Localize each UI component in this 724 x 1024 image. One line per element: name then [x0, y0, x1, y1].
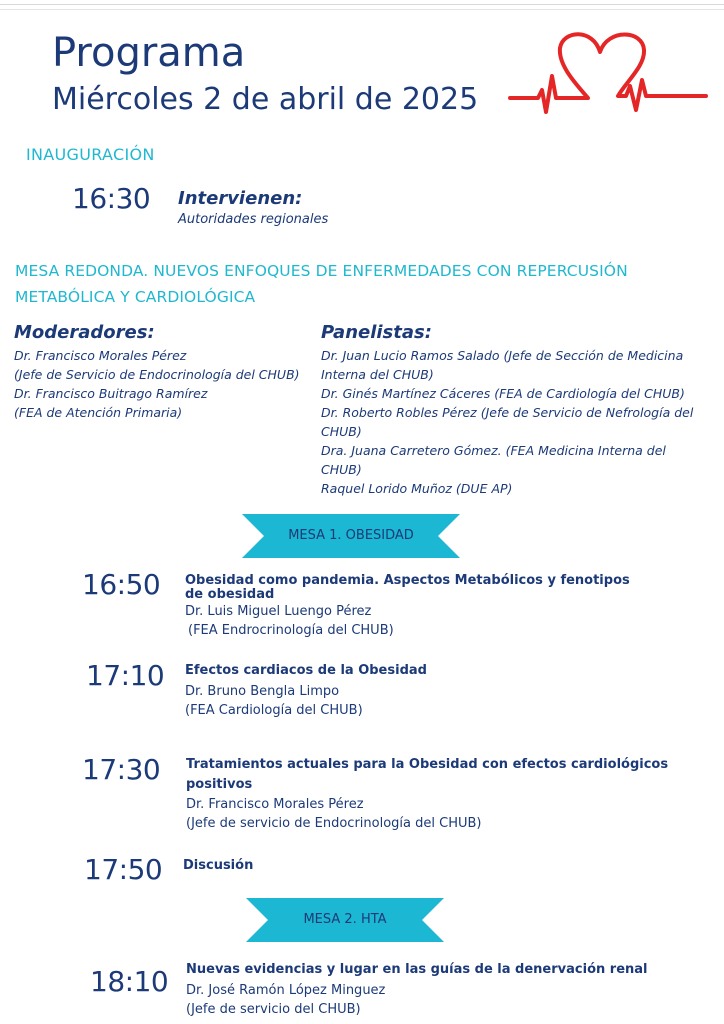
talk-title: Efectos cardiacos de la Obesidad [185, 663, 427, 678]
panelista-line: Raquel Lorido Muñoz (DUE AP) [321, 481, 513, 496]
panelista-line: Dr. Ginés Martínez Cáceres (FEA de Cardiología del CHUB) [321, 386, 685, 401]
mesa-redonda-title-line2: METABÓLICA Y CARDIOLÓGICA [15, 288, 256, 306]
panelista-line: Interna del CHUB) [321, 367, 434, 382]
talk-title: Discusión [183, 858, 254, 873]
section-inauguracion-label: INAUGURACIÓN [26, 145, 155, 164]
talk-item [185, 574, 685, 640]
talk-title: Nuevas evidencias y lugar en las guías de la denervación renal [186, 962, 648, 977]
panelista-line: CHUB) [321, 424, 362, 439]
panelista-line: CHUB) [321, 462, 362, 477]
panelistas-heading: Panelistas: [321, 322, 432, 343]
mesa1-banner [242, 514, 460, 558]
intervienen-heading: Intervienen: [178, 188, 303, 209]
talk-time: 17:10 [86, 659, 165, 692]
panelista-line: Dr. Roberto Robles Pérez (Jefe de Servicio de Nefrología del [321, 405, 694, 420]
moderador-line: (FEA de Atención Primaria) [14, 405, 183, 420]
talk-speaker: Dr. Bruno Bengla Limpo [185, 684, 340, 699]
moderador-line: Dr. Francisco Buitrago Ramírez [14, 386, 208, 401]
time-inauguracion: 16:30 [72, 182, 151, 215]
talk-speaker-role: (Jefe de servicio del CHUB) [186, 1002, 361, 1017]
talk-title-continued: de obesidad [185, 587, 275, 602]
panelistas-block [321, 322, 721, 498]
talk-time: 16:50 [82, 568, 161, 601]
panelista-line: Dr. Juan Lucio Ramos Salado (Jefe de Sección de Medicina [321, 348, 684, 363]
heart-heartbeat-icon [508, 26, 708, 116]
talk-title-continued: positivos [186, 777, 253, 792]
moderadores-block [14, 322, 314, 422]
talk-title: Tratamientos actuales para la Obesidad con efectos cardiológicos [186, 757, 669, 772]
mesa-redonda-title [15, 258, 724, 310]
talk-speaker-role: (Jefe de servicio de Endocrinología del CHUB) [186, 816, 482, 831]
moderador-line: Dr. Francisco Morales Pérez [14, 348, 187, 363]
page-title: Programa [52, 30, 246, 76]
talk-speaker-role: (FEA Cardiología del CHUB) [185, 703, 363, 718]
talk-speaker: Dr. Francisco Morales Pérez [186, 797, 364, 812]
mesa1-banner-label: MESA 1. OBESIDAD [288, 528, 414, 543]
talk-speaker: Dr. José Ramón López Minguez [186, 983, 386, 998]
top-divider [0, 4, 724, 5]
top-divider-secondary [0, 9, 724, 10]
moderadores-heading: Moderadores: [14, 322, 155, 343]
talk-title: Obesidad como pandemia. Aspectos Metabólicos y fenotipos [185, 573, 630, 588]
talk-speaker-role: (FEA Endrocrinología del CHUB) [188, 623, 394, 638]
talk-time: 17:30 [82, 753, 161, 786]
talk-item [186, 755, 706, 833]
intervienen-text: Autoridades regionales [178, 212, 329, 227]
mesa2-banner [246, 898, 444, 942]
talk-time: 18:10 [90, 965, 169, 998]
talk-speaker: Dr. Luis Miguel Luengo Pérez [185, 604, 372, 619]
mesa2-banner-label: MESA 2. HTA [303, 912, 387, 927]
talk-item [186, 963, 706, 1019]
talk-item [185, 664, 685, 720]
mesa-redonda-title-line1: MESA REDONDA. NUEVOS ENFOQUES DE ENFERMEDADES CON REPERCUSIÓN [15, 262, 628, 280]
moderador-line: (Jefe de Servicio de Endocrinología del CHUB) [14, 367, 300, 382]
event-date: Miércoles 2 de abril de 2025 [52, 82, 479, 117]
panelista-line: Dra. Juana Carretero Gómez. (FEA Medicina Interna del [321, 443, 666, 458]
talk-time: 17:50 [84, 853, 163, 886]
talk-item [183, 859, 483, 873]
